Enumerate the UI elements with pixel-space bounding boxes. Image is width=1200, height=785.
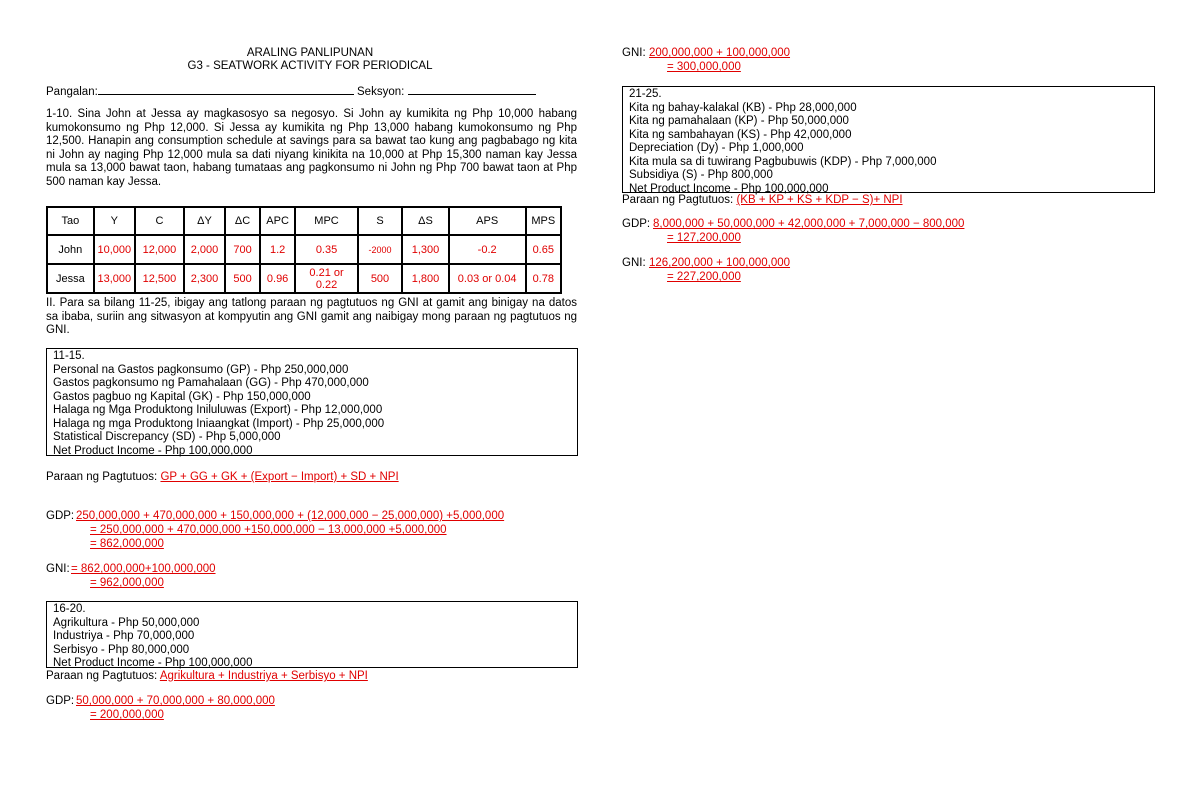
list-item: Gastos pagkonsumo ng Pamahalaan (GG) - Php 470,000,000 <box>53 377 369 389</box>
method-label: Paraan ng Pagtutuos: <box>46 471 158 483</box>
header-cell: ΔS <box>402 207 449 235</box>
value-cell: 0.35 <box>295 235 358 264</box>
table-row <box>47 235 561 264</box>
gdp-1-line: = 862,000,000 <box>90 538 164 550</box>
method-formula: (KB + KP + KS + KDP − S)+ NPI <box>736 194 903 206</box>
header-cell: Y <box>94 207 135 235</box>
list-item: Net Product Income - Php 100,000,000 <box>53 444 253 457</box>
value-cell: 1,800 <box>402 264 449 293</box>
value-cell: 0.78 <box>526 264 561 293</box>
document-header <box>40 47 580 73</box>
data-box-16-20 <box>46 601 578 668</box>
gdp-3-label: GDP: <box>622 218 651 230</box>
method-label: Paraan ng Pagtutuos: <box>46 670 158 682</box>
method-label: Paraan ng Pagtutuos: <box>622 194 734 206</box>
header-cell: MPC <box>295 207 358 235</box>
value-cell: 500 <box>225 264 260 293</box>
value-cell: 0.65 <box>526 235 561 264</box>
method-1 <box>46 471 399 485</box>
value-cell: 1.2 <box>260 235 295 264</box>
header-cell: Tao <box>47 207 94 235</box>
list-item: Halaga ng mga Produktong Iniaangkat (Import) - Php 25,000,000 <box>53 417 385 430</box>
gni-3-label: GNI: <box>622 257 646 269</box>
value-cell: 0.21 or 0.22 <box>295 264 358 293</box>
gdp-1-label: GDP: <box>46 510 75 522</box>
gni-2-label: GNI: <box>622 47 646 59</box>
value-cell: 0.96 <box>260 264 295 293</box>
list-item: Kita ng sambahayan (KS) - Php 42,000,000 <box>629 128 852 141</box>
list-item: Statistical Discrepancy (SD) - Php 5,000,000 <box>53 431 281 443</box>
gdp-2-label: GDP: <box>46 695 75 707</box>
list-item: Kita ng pamahalaan (KP) - Php 50,000,000 <box>629 115 849 127</box>
value-cell: 700 <box>225 235 260 264</box>
list-item: Kita mula sa di tuwirang Pagbubuwis (KDP) - Php 7,000,000 <box>629 155 937 168</box>
list-item: Personal na Gastos pagkonsumo (GP) - Php 250,000,000 <box>53 363 349 376</box>
method-formula: GP + GG + GK + (Export − Import) + SD + NPI <box>160 471 399 483</box>
list-item: Net Product Income - Php 100,000,000 <box>53 657 253 669</box>
document-title: ARALING PANLIPUNAN <box>246 47 374 59</box>
gni-2-line: = 300,000,000 <box>667 61 741 73</box>
value-cell: 13,000 <box>94 264 135 293</box>
list-item: Depreciation (Dy) - Php 1,000,000 <box>629 142 804 154</box>
list-item: Industriya - Php 70,000,000 <box>53 630 195 642</box>
consumption-schedule-table <box>46 206 562 294</box>
row-label: John <box>47 235 94 264</box>
list-item: Gastos pagbuo ng Kapital (GK) - Php 150,000,000 <box>53 390 311 403</box>
header-cell: APS <box>449 207 526 235</box>
list-item: Halaga ng Mga Produktong Iniluluwas (Export) - Php 12,000,000 <box>53 404 383 416</box>
value-cell: 2,300 <box>184 264 225 293</box>
header-cell: ΔY <box>184 207 225 235</box>
gni-3-line: 126,200,000 + 100,000,000 <box>649 257 791 269</box>
value-cell: -0.2 <box>449 235 526 264</box>
list-item: Subsidiya (S) - Php 800,000 <box>629 169 773 181</box>
section-blank[interactable] <box>408 94 536 95</box>
data-box-11-15 <box>46 348 578 456</box>
gdp-3-line: 8,000,000 + 50,000,000 + 42,000,000 + 7,000,000 − 800,000 <box>653 218 965 230</box>
value-cell: 12,500 <box>135 264 184 293</box>
gni-3-line: = 227,200,000 <box>667 271 741 283</box>
name-blank[interactable] <box>98 94 354 95</box>
gdp-2-line: = 200,000,000 <box>90 709 164 721</box>
value-cell: 1,300 <box>402 235 449 264</box>
gdp-1-line: 250,000,000 + 470,000,000 + 150,000,000 + (12,000,000 − 25,000,000) +5,000,000 <box>76 510 505 522</box>
value-cell: 2,000 <box>184 235 225 264</box>
method-2 <box>46 670 368 684</box>
gdp-1-line: = 250,000,000 + 470,000,000 +150,000,000 − 13,000,000 +5,000,000 <box>90 524 447 536</box>
list-item: Net Product Income - Php 100,000,000 <box>629 182 829 195</box>
data-box-21-25 <box>622 86 1155 193</box>
header-cell: S <box>358 207 402 235</box>
gni-1-line: = 862,000,000+100,000,000 <box>71 563 216 575</box>
box-title: 11-15. <box>53 350 85 362</box>
row-label: Jessa <box>47 264 94 293</box>
section-label: Seksyon: <box>357 86 405 98</box>
method-formula: Agrikultura + Industriya + Serbisyo + NPI <box>159 670 368 682</box>
name-label: Pangalan: <box>46 86 98 98</box>
gdp-2-line: 50,000,000 + 70,000,000 + 80,000,000 <box>76 695 275 707</box>
value-cell: 0.03 or 0.04 <box>449 264 526 293</box>
list-item: Serbisyo - Php 80,000,000 <box>53 643 190 656</box>
header-cell: MPS <box>526 207 561 235</box>
document-subtitle: G3 - SEATWORK ACTIVITY FOR PERIODICAL <box>187 60 433 72</box>
gni-2-line: 200,000,000 + 100,000,000 <box>649 47 791 59</box>
gdp-3-line: = 127,200,000 <box>667 232 741 244</box>
header-cell: ΔC <box>225 207 260 235</box>
method-3 <box>622 194 903 208</box>
problem-1-10: 1-10. Sina John at Jessa ay magkasosyo sa negosyo. Si John ay kumikita ng Php 10,000 habang kumokonsumo ng Php 12,000. Si Jessa ay kumikita ng Php 13,000 habang kumokonsumo ng Php 12,500. Hanapin ang consumption schedule at savings para sa bawat tao kung ang pagbabago ng kita ni John ay naging Php 12,000 mula sa dati niyang kinikita na 10,000 at Php 15,300 naman kay Jessa mula sa 13,000 bawat taon, habang tumataas ang pagkonsumo ni John ng Php 700 bawat taon at Php 500 naman kay Jessa. <box>46 108 577 188</box>
value-cell: 12,000 <box>135 235 184 264</box>
value-cell: 500 <box>358 264 402 293</box>
table-header-row <box>47 207 561 235</box>
list-item: Agrikultura - Php 50,000,000 <box>53 616 200 629</box>
gni-1-label: GNI: <box>46 563 70 575</box>
part2-instructions: II. Para sa bilang 11-25, ibigay ang tatlong paraan ng pagtutuos ng GNI at gamit ang binigay na datos sa ibaba, suriin ang sitwasyon at kompyutin ang GNI gamit ang naibigay mong paraan ng pagtutuos ng GNI. <box>46 297 577 337</box>
name-row <box>46 86 536 100</box>
value-cell: -2000 <box>358 235 402 264</box>
header-cell: C <box>135 207 184 235</box>
header-cell: APC <box>260 207 295 235</box>
list-item: Kita ng bahay-kalakal (KB) - Php 28,000,000 <box>629 101 857 114</box>
value-cell: 10,000 <box>94 235 135 264</box>
box-title: 21-25. <box>629 88 662 100</box>
box-title: 16-20. <box>53 603 86 615</box>
table-row <box>47 264 561 293</box>
gni-1-line: = 962,000,000 <box>90 577 164 589</box>
